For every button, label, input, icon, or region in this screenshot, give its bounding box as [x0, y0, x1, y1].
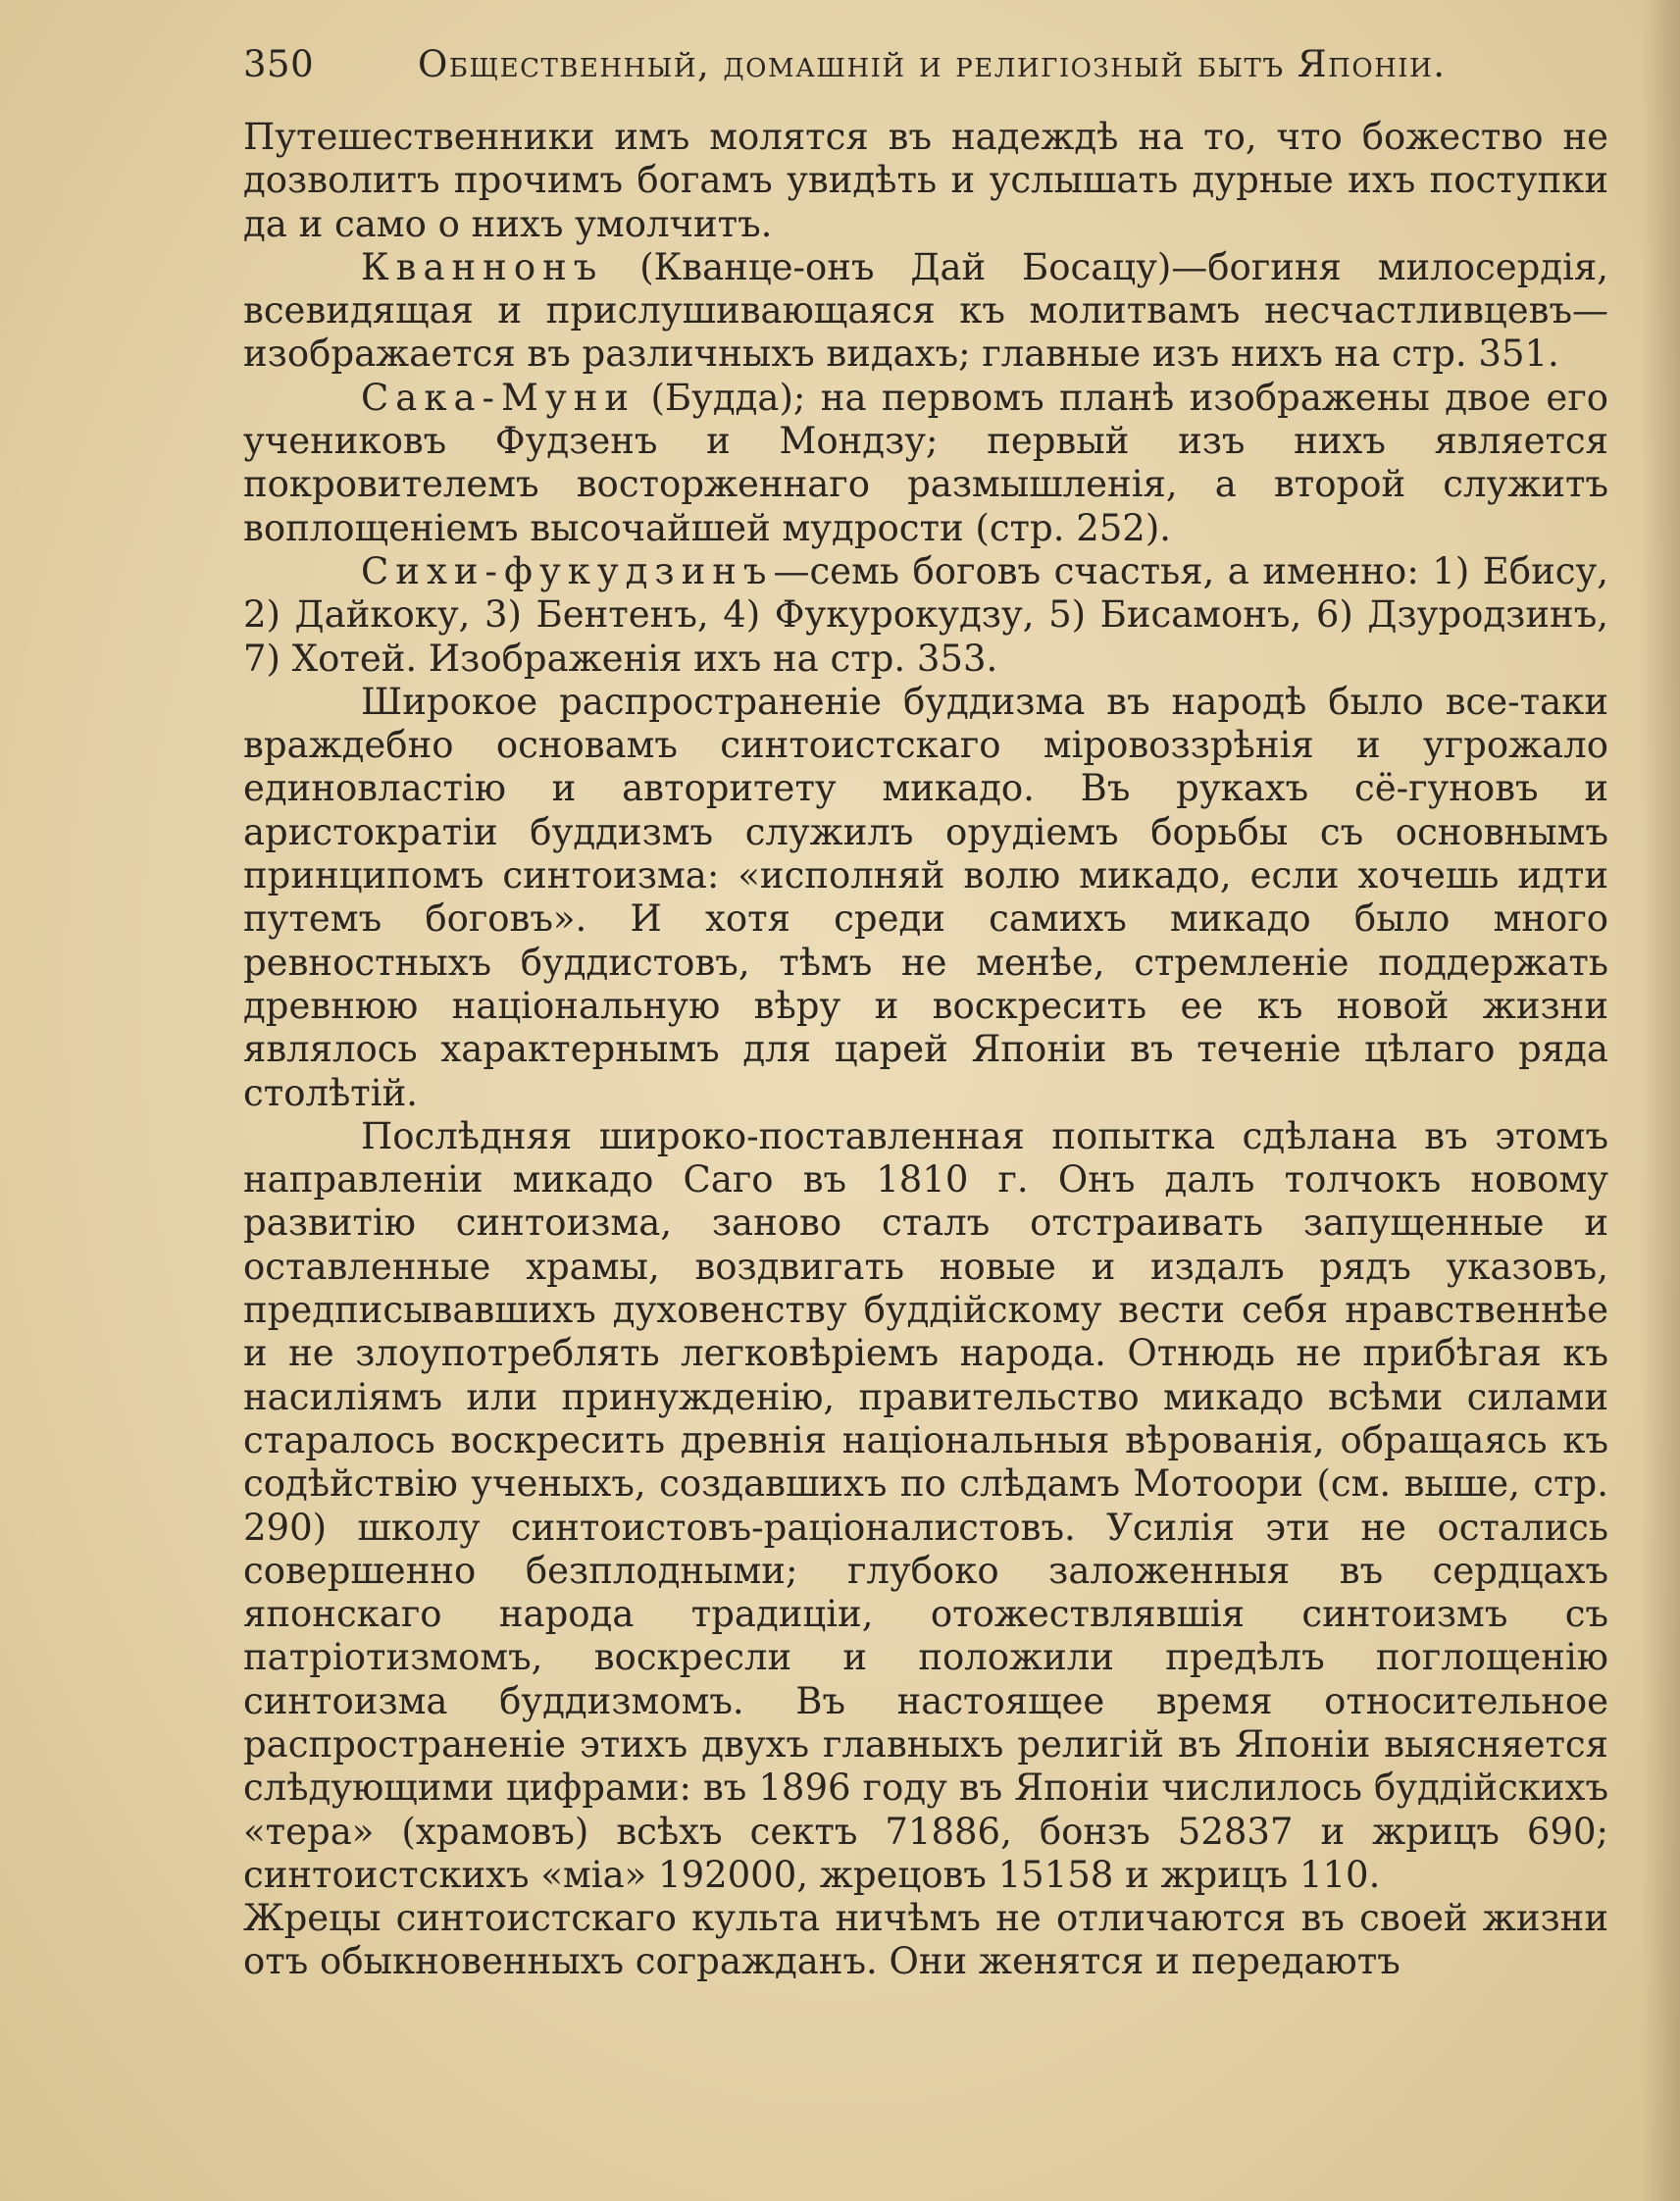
paragraph-text: (Кванце-онъ Дай Босацу)—богиня милосердія, всевидящая и прислушивающаяся къ молитвамъ несчастливцевъ—изображается въ различныхъ видахъ; главные изъ нихъ на стр. 351.: [243, 245, 1608, 376]
body-text: [243, 116, 1608, 1984]
paragraph-text: Послѣдняя широко-поставленная попытка сдѣлана въ этомъ направленіи микадо Саго въ 1810 г. Онъ далъ толчокъ новому развитію синтоизма, заново сталъ отстраивать запущенные и оставленные храмы, воздвигать новые и издалъ рядъ указовъ, предписывавшихъ духовенству буддійскому вести себя нравственнѣе и не злоупотреблять легковѣріемъ народа. Отнюдь не прибѣгая къ насиліямъ или принужденію, правительство микадо всѣми силами старалось воскресить древнія національныя вѣрованія, обращаясь къ содѣйствію ученыхъ, создавшихъ по слѣдамъ Мотоори (см. выше, стр. 290) школу синтоистовъ-раціоналистовъ. Усилія эти не остались совершенно безплодными; глубоко заложенныя въ сердцахъ японскаго народа традиціи, отожествлявшія синтоизмъ съ патріотизмомъ, воскресли и положили предѣлъ поглощенію синтоизма буддизмомъ. Въ настоящее время относительное распространеніе этихъ двухъ главныхъ религій въ Японіи выясняется слѣдующими цифрами: въ 1896 году въ Японіи числилось буддійскихъ «тера» (храмовъ) всѣхъ сектъ 71886, бонзъ 52837 и жрицъ 690; синтоистскихъ «міа» 192000, жрецовъ 15158 и жрицъ 110.: [243, 1114, 1608, 1896]
page-number: 350: [243, 43, 315, 85]
paragraph-text: (Будда); на первомъ планѣ изображены двое его учениковъ Фудзенъ и Мондзу; первый изъ нихъ является покровителемъ восторженнаго размышленія, а второй служитъ воплощеніемъ высочайшей мудрости (стр. 252).: [243, 376, 1608, 549]
paragraph-text: Жрецы синтоистскаго культа ничѣмъ не отличаются въ своей жизни отъ обыкновенныхъ согражданъ. Они женятся и передаютъ: [243, 1897, 1608, 1983]
paragraph: [243, 116, 1608, 246]
paragraph: [243, 550, 1608, 681]
paragraph-text: Широкое распространеніе буддизма въ народѣ было все-таки враждебно основамъ синтоистскаго міровоззрѣнія и угрожало единовластію и авторитету микадо. Въ рукахъ сё-гуновъ и аристократіи буддизмъ служилъ орудіемъ борьбы съ основнымъ принципомъ синтоизма: «исполняй волю микадо, если хочешь идти путемъ боговъ». И хотя среди самихъ микадо было много ревностныхъ буддистовъ, тѣмъ не менѣе, стремленіе поддержать древнюю національную вѣру и воскресить ее къ новой жизни являлось характернымъ для царей Японіи въ теченіе цѣлаго ряда столѣтій.: [243, 680, 1608, 1114]
running-head: Общественный, домашній и религіозный бытъ Японіи.: [418, 43, 1447, 85]
paragraph: [243, 1897, 1608, 1984]
paragraph: [243, 1115, 1608, 1897]
paragraph: [243, 377, 1608, 550]
paragraph-text: —семь боговъ счастья, а именно: 1) Ебису, 2) Дайкоку, 3) Бентенъ, 4) Фукурокудзу, 5) Бисамонъ, 6) Дзуродзинъ, 7) Хотей. Изображенія ихъ на стр. 353.: [243, 549, 1608, 680]
paragraph: [243, 681, 1608, 1115]
paragraph-text: Путешественники имъ молятся въ надеждѣ на то, что божество не дозволитъ прочимъ богамъ увидѣть и услышать дурные ихъ поступки да и само о нихъ умолчитъ.: [243, 116, 1608, 245]
paragraph-lead-term: Кваннонъ: [361, 245, 604, 288]
page-header: [243, 43, 1606, 94]
paragraph: [243, 246, 1608, 377]
paragraph-lead-term: Сака-Муни: [361, 376, 636, 419]
paragraph-lead-term: Сихи-фукудзинъ: [361, 549, 774, 592]
